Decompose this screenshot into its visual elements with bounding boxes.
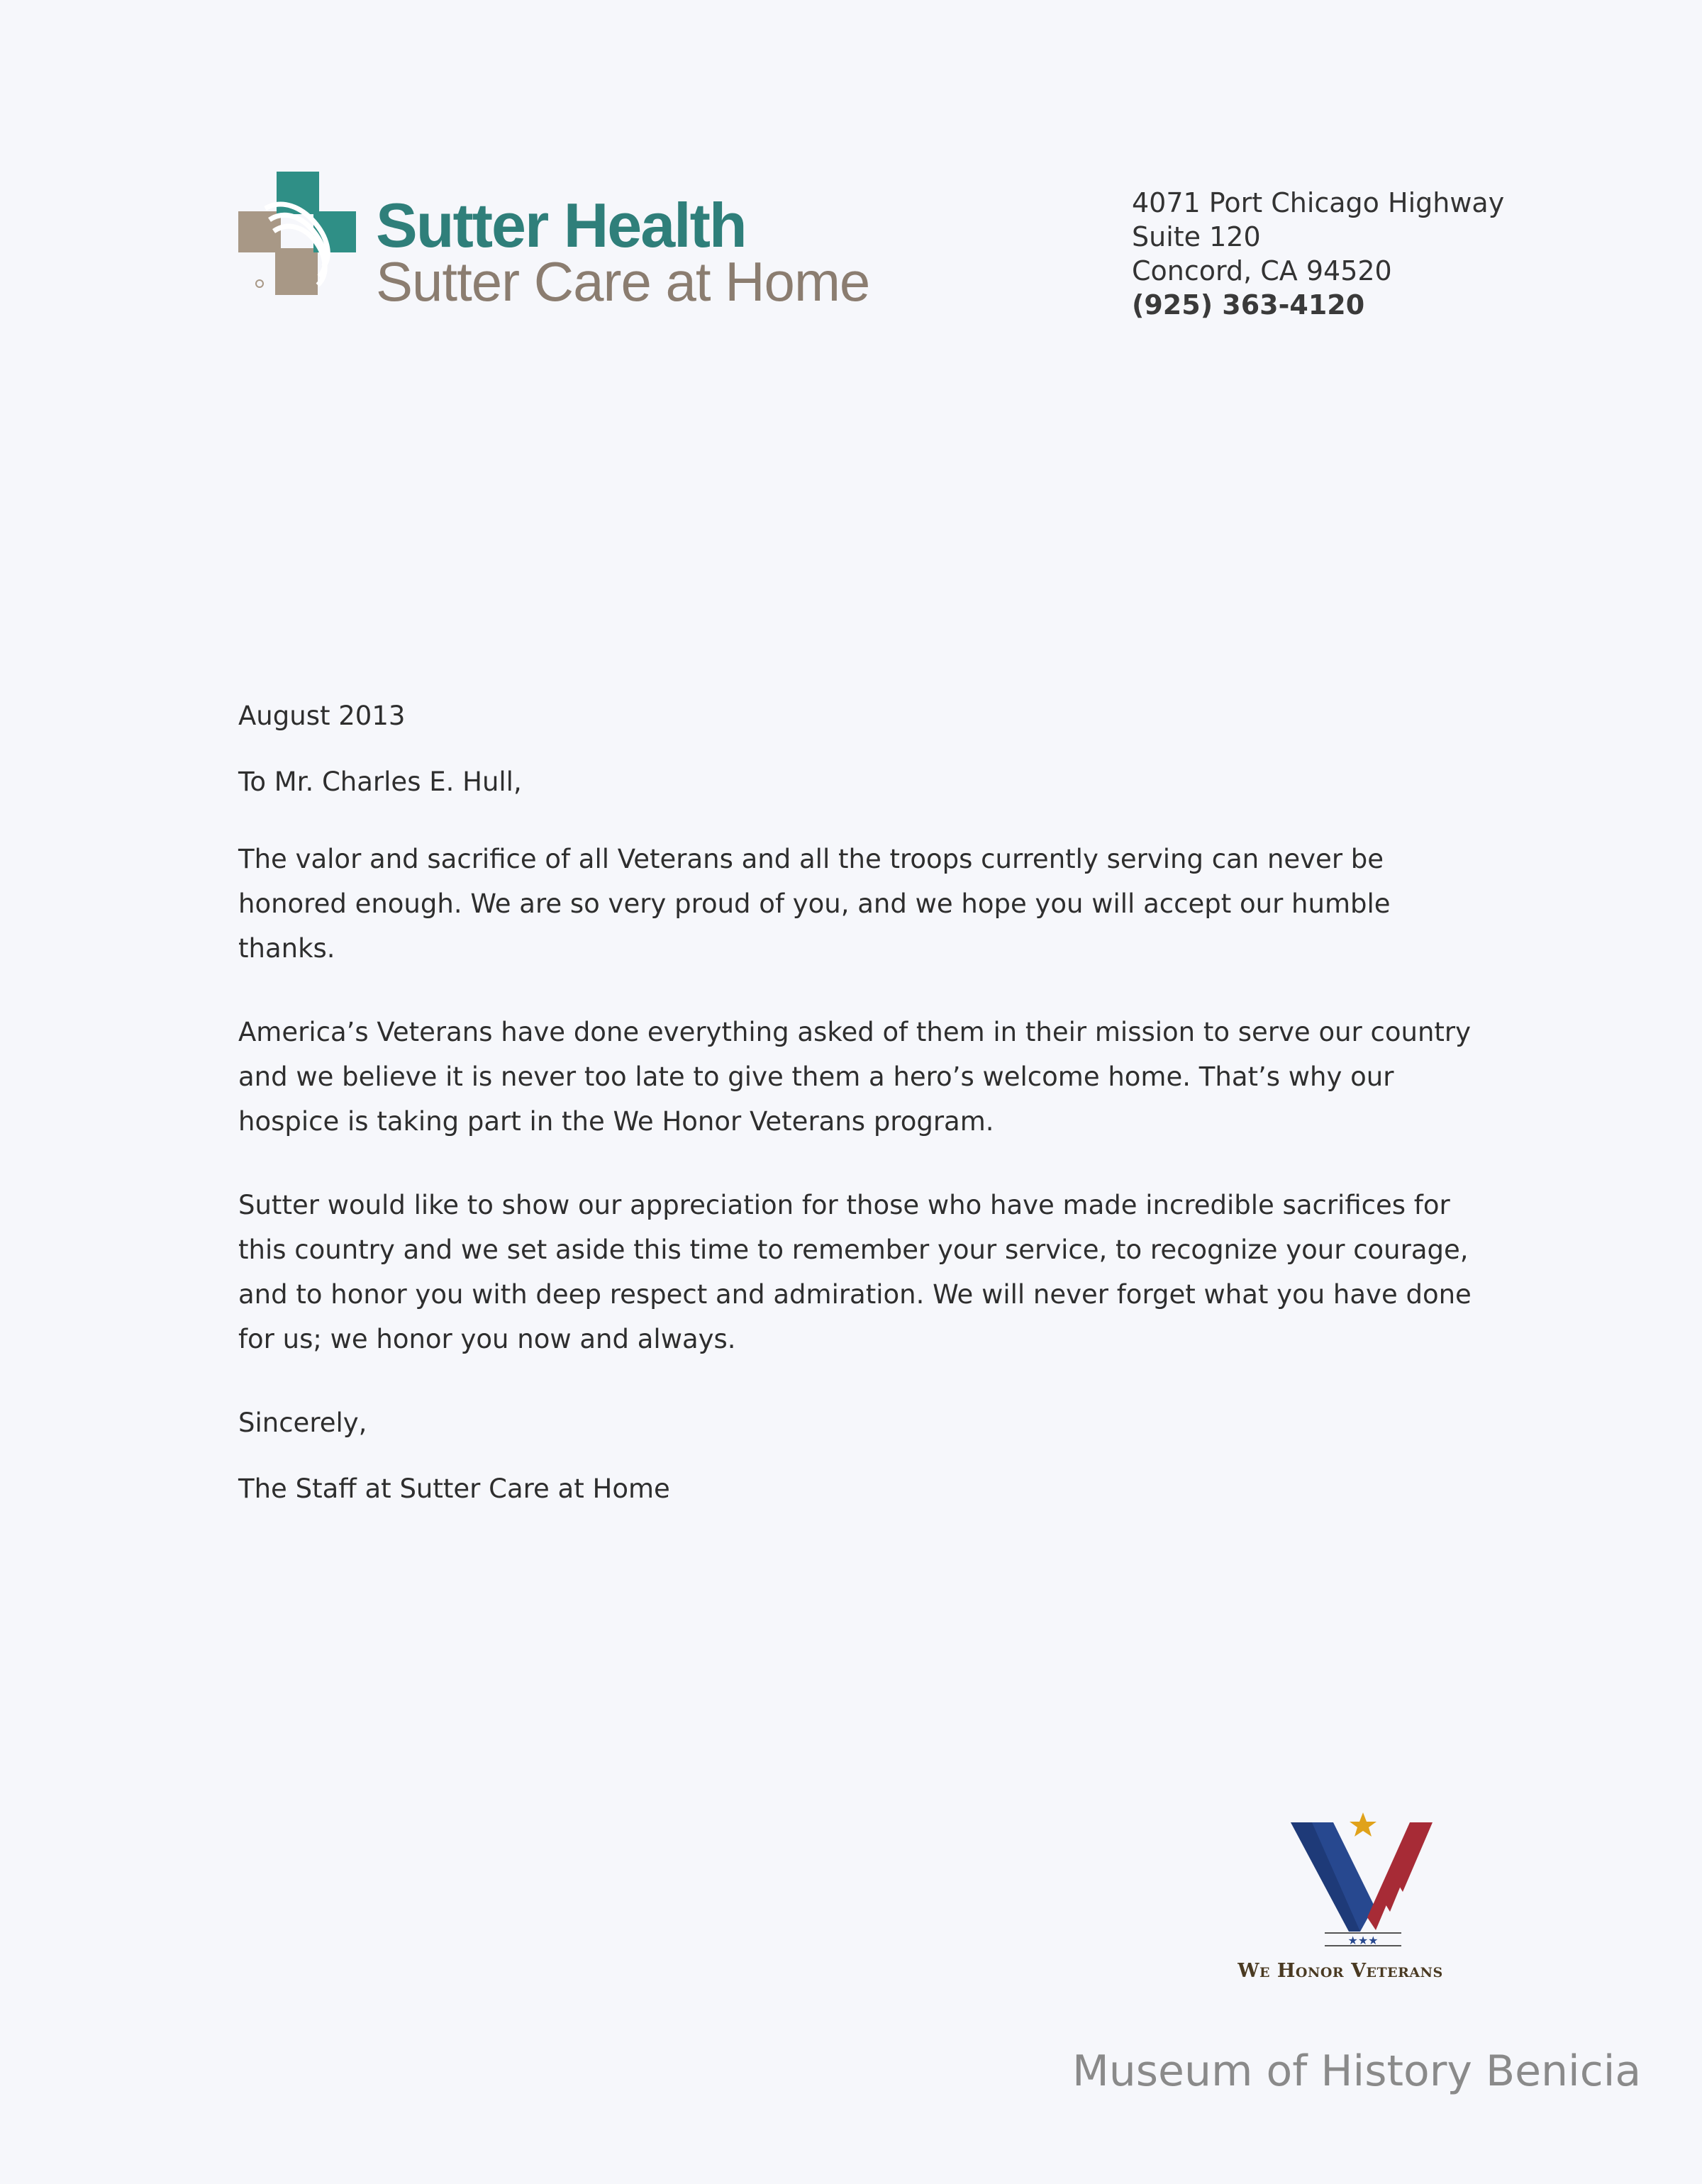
museum-watermark: Museum of History Benicia xyxy=(1072,2046,1642,2096)
letter-date: August 2013 xyxy=(238,701,406,731)
return-address xyxy=(1132,186,1628,322)
sutter-health-logo xyxy=(234,170,922,312)
letter-paragraph: Sutter would like to show our appreciation for those who have made incredible sacrifices for this country and we set aside this time to remember your service, to recognize your courage, and to honor you with deep respect and admiration. We will never forget what you have done for us; we honor you now and always. xyxy=(238,1190,1472,1354)
letter-signature: The Staff at Sutter Care at Home xyxy=(238,1473,670,1504)
svg-text:★★★: ★★★ xyxy=(1347,1934,1379,1947)
we-honor-veterans-v-icon xyxy=(1291,1812,1440,1947)
address-line-suite: Suite 120 xyxy=(1132,221,1261,252)
letter-body xyxy=(238,693,1494,1511)
phone-number: (925) 363-4120 xyxy=(1132,289,1365,321)
we-honor-veterans-text: We Honor Veterans xyxy=(1237,1960,1443,1982)
org-subtitle: Sutter Care at Home xyxy=(376,250,870,313)
address-line-city: Concord, CA 94520 xyxy=(1132,255,1392,286)
letter-closing: Sincerely, xyxy=(238,1408,367,1438)
we-honor-veterans-logo xyxy=(1234,1812,1447,1983)
address-line-street: 4071 Port Chicago Highway xyxy=(1132,187,1505,218)
letter-paragraph: America’s Veterans have done everything asked of them in their mission to serve our country and we believe it is never too late to give them a hero’s welcome home. That’s why our hospice is taking part in the We Honor Veterans program. xyxy=(238,1017,1472,1137)
sutter-health-mark-icon xyxy=(234,170,362,298)
letter-paragraph: The valor and sacrifice of all Veterans and all the troops currently serving can never be honored enough. We are so very proud of you, and we hope you will accept our humble thanks. xyxy=(238,844,1391,964)
letter-salutation: To Mr. Charles E. Hull, xyxy=(238,767,522,797)
org-name: Sutter Health xyxy=(376,190,746,260)
